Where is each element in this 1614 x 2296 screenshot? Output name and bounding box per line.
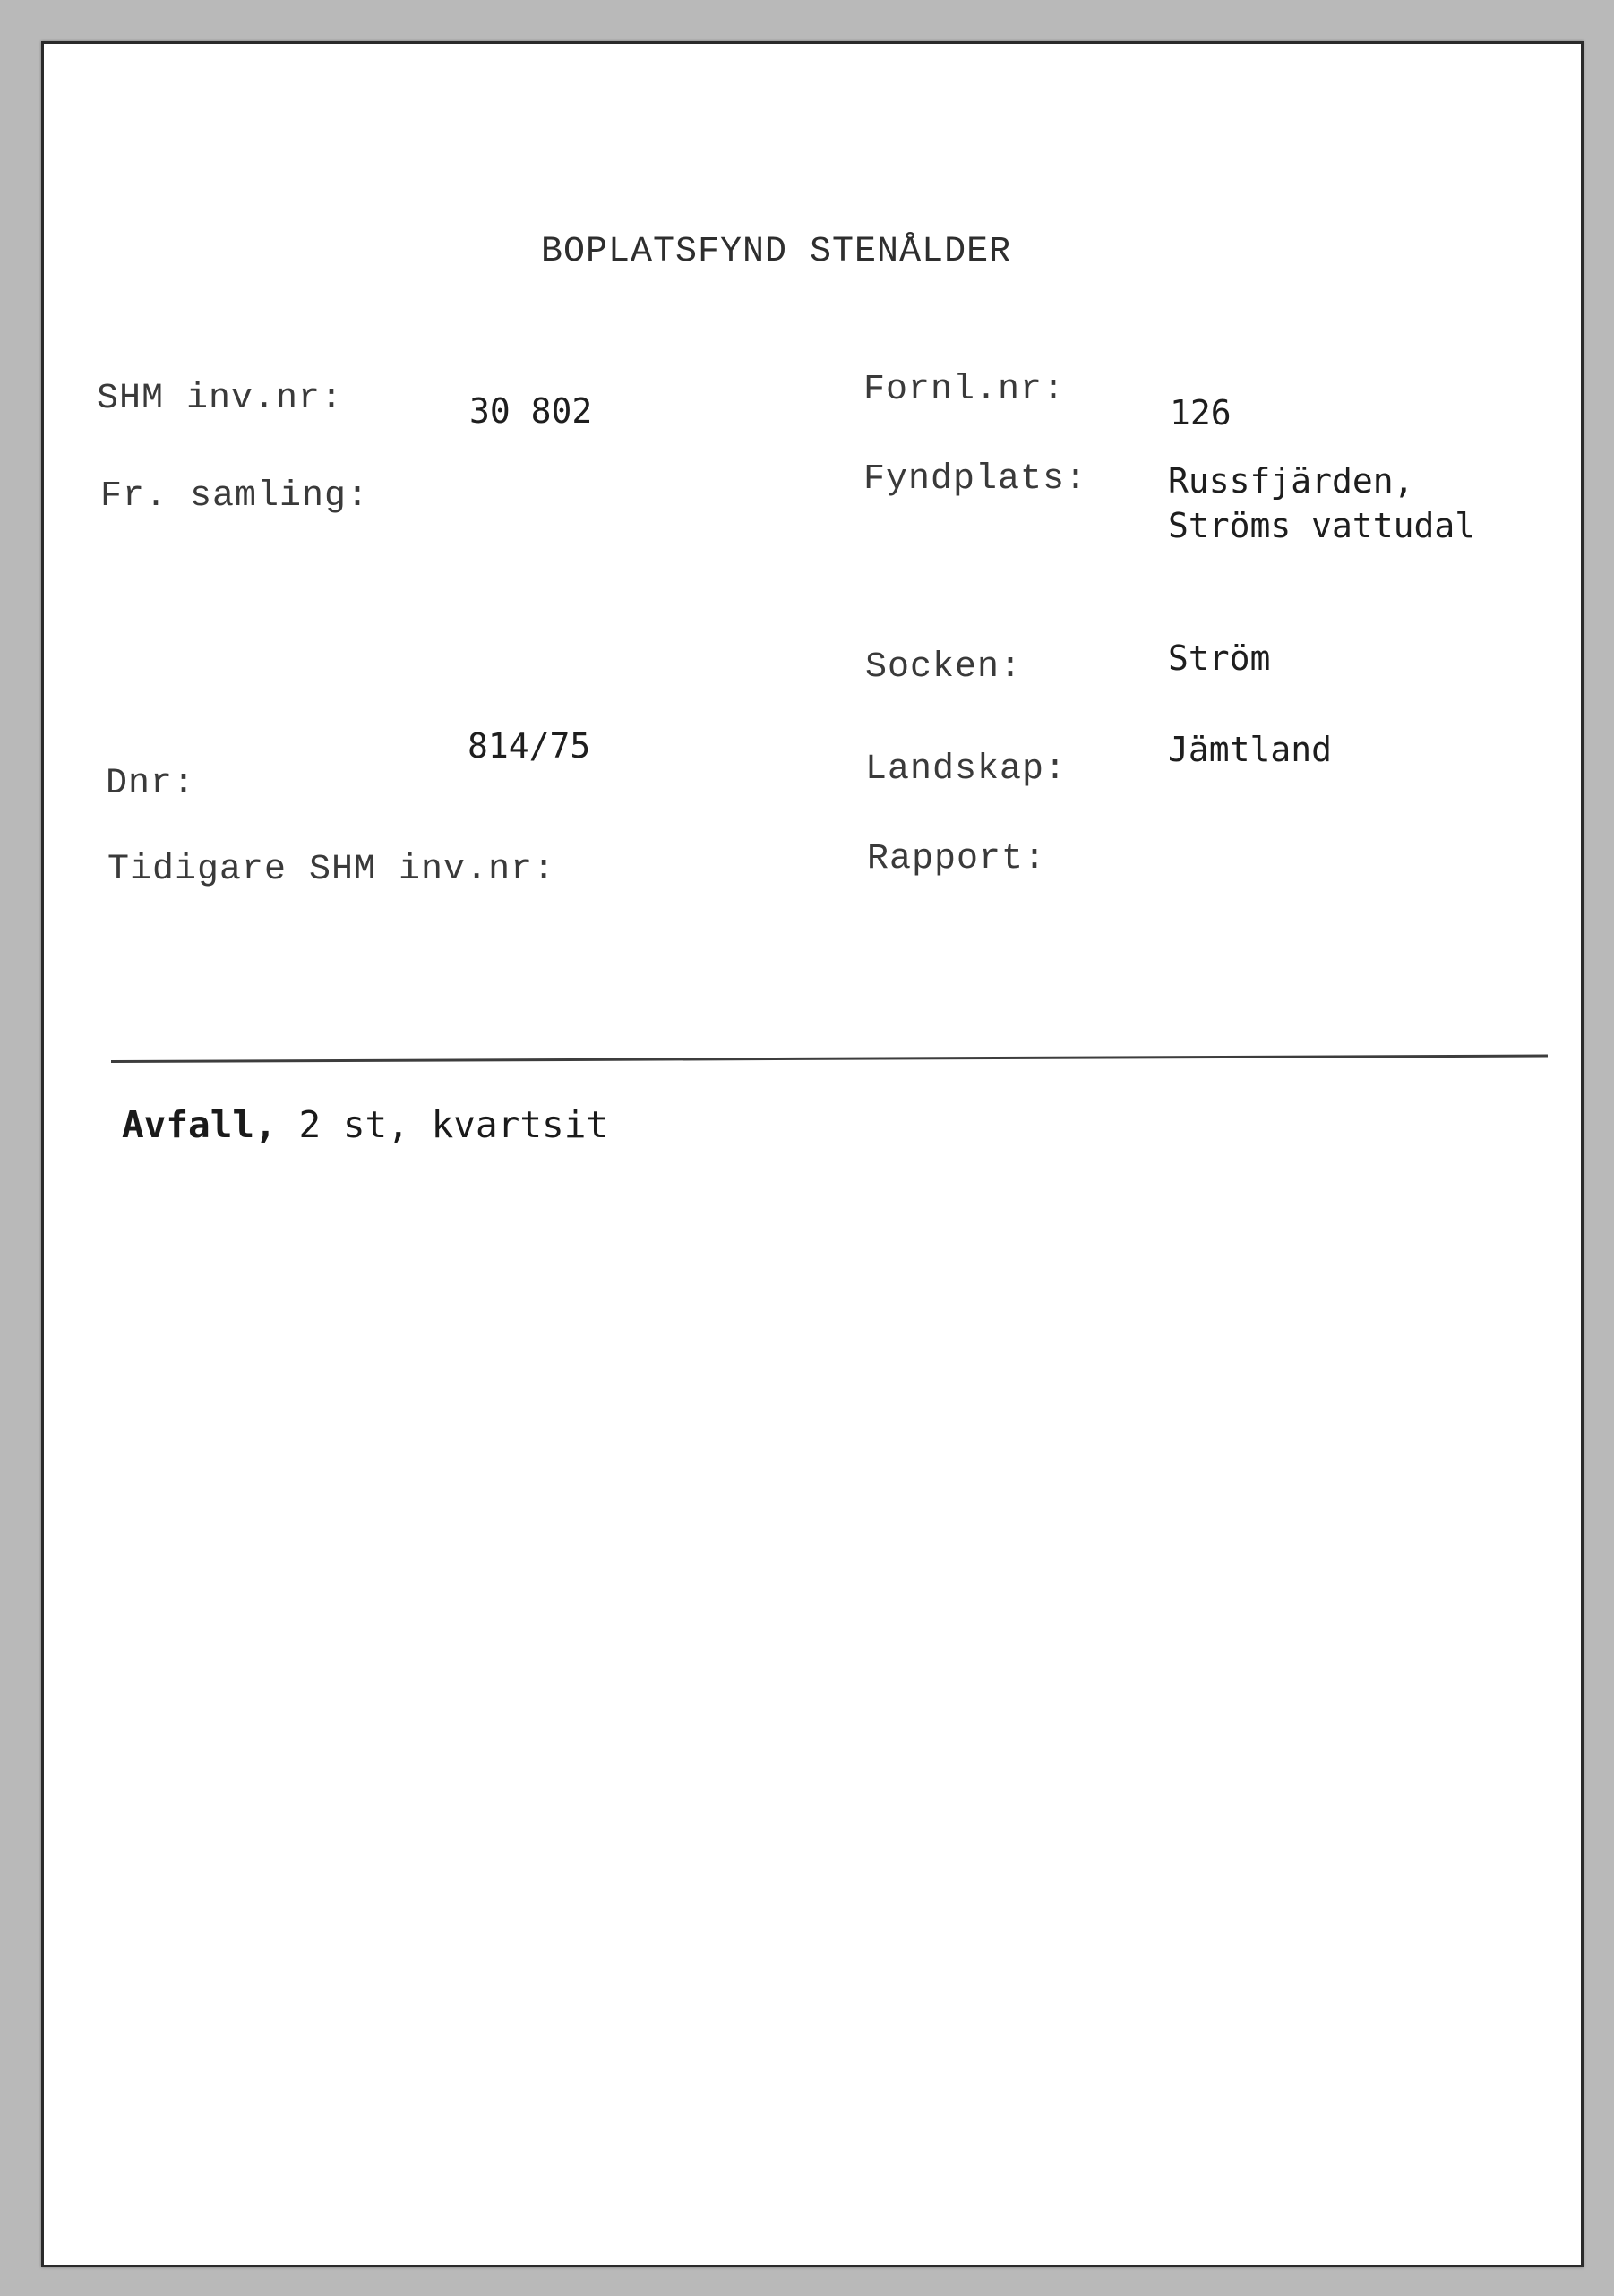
find-term: Avfall (122, 1103, 255, 1146)
card-title: BOPLATSFYND STENÅLDER (541, 232, 1012, 272)
find-description (122, 1103, 609, 1146)
landskap-label: Landskap: (865, 750, 1068, 790)
fyndplats-label: Fyndplats: (863, 459, 1088, 500)
shm-inv-nr-value: 30 802 (469, 391, 593, 431)
dnr-label: Dnr: (106, 764, 196, 804)
landskap-value: Jämtland (1168, 730, 1333, 769)
catalog-card (41, 41, 1584, 2267)
fyndplats-value-line1: Russfjärden, (1168, 461, 1414, 501)
fyndplats-value-line2: Ströms vattudal (1168, 506, 1476, 545)
socken-label: Socken: (865, 647, 1023, 688)
find-term-separator: , (254, 1103, 277, 1146)
find-details: 2 st, kvartsit (276, 1103, 609, 1146)
fornl-nr-value: 126 (1170, 393, 1232, 433)
fornl-nr-label: Fornl.nr: (863, 370, 1066, 410)
fr-samling-label: Fr. samling: (100, 476, 370, 517)
dnr-value: 814/75 (468, 726, 591, 766)
shm-inv-nr-label: SHM inv.nr: (97, 379, 344, 419)
socken-value: Ström (1168, 638, 1271, 678)
tidigare-shm-inv-nr-label: Tidigare SHM inv.nr: (107, 850, 556, 890)
rapport-label: Rapport: (867, 839, 1047, 879)
